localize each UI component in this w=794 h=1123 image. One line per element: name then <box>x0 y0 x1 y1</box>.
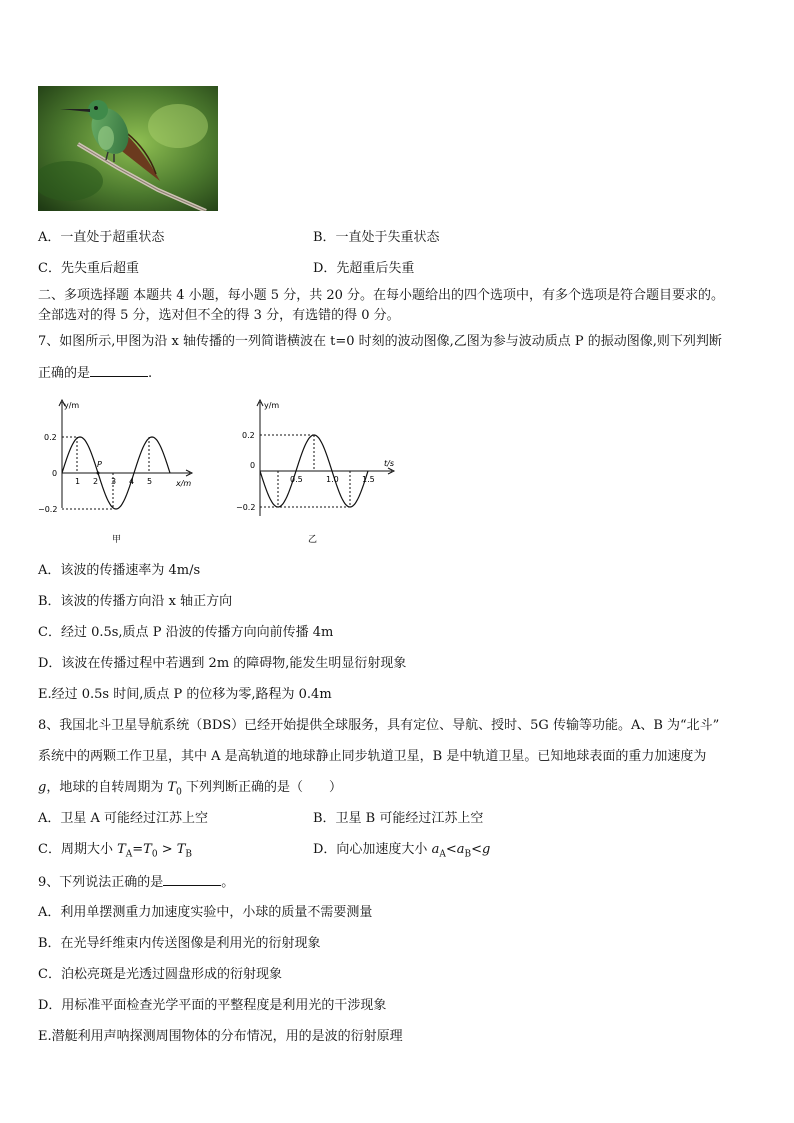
yi-ytick-1: 0 <box>250 461 256 470</box>
section2-heading-line2: 全部选对的得 5 分，选对但不全的得 3 分，有选错的得 0 分。 <box>38 308 400 323</box>
yi-y-axis-label: y/m <box>264 401 280 410</box>
q9-stem-end: 。 <box>221 875 235 890</box>
jia-caption: 甲 <box>112 535 122 545</box>
q8-stem-line1: 8、我国北斗卫星导航系统（BDS）已经开始提供全球服务，具有定位、导航、授时、5G 传输等功能。A、B 为“北斗” <box>38 718 720 733</box>
q7-answer-blank <box>90 366 148 377</box>
jia-ytick-2: −0.2 <box>38 505 58 514</box>
q9-option-a: A．利用单摆测重力加速度实验中，小球的质量不需要测量 <box>38 905 373 920</box>
q7-option-d: D．该波在传播过程中若遇到 2m 的障碍物,能发生明显衍射现象 <box>38 656 407 671</box>
q8-stem3-text-a: ，地球的自转周期为 <box>46 780 168 795</box>
q9-option-e: E.潜艇利用声呐探测周围物体的分布情况，用的是波的衍射原理 <box>38 1029 403 1044</box>
jia-x-axis-label: x/m <box>176 479 192 488</box>
q8-g-symbol: g <box>38 780 47 795</box>
yi-ytick-0: 0.2 <box>242 431 255 440</box>
q6-option-d: D．先超重后失重 <box>313 261 415 276</box>
q6-option-c: C．先失重后超重 <box>38 261 139 276</box>
q8-option-c: C．周期大小 $T_A=T_0 > T_B$ <box>38 842 193 860</box>
q6-option-b: B．一直处于失重状态 <box>313 230 440 245</box>
q8-option-a: A．卫星 A 可能经过江苏上空 <box>38 811 209 826</box>
yi-ytick-2: −0.2 <box>236 503 256 512</box>
q8-option-c-text: C．周期大小 <box>38 842 118 857</box>
yi-xtick-0: 0.5 <box>290 475 303 484</box>
q7-stem-line1: 7、如图所示,甲图为沿 x 轴传播的一列简谐横波在 t=0 时刻的波动图像,乙图为参与波动质点 P 的振动图像,则下列判断 <box>38 334 722 349</box>
q7-option-b: B．该波的传播方向沿 x 轴正方向 <box>38 594 233 609</box>
section2-heading-line1: 二、多项选择题 本题共 4 小题，每小题 5 分，共 20 分。在每小题给出的四个选项中，有多个选项是符合题目要求的。 <box>38 288 725 303</box>
q7-stem-text: 正确的是 <box>38 366 91 381</box>
q7-option-e: E.经过 0.5s 时间,质点 P 的位移为零,路程为 0.4m <box>38 687 332 702</box>
q7-stem-end: . <box>148 366 153 381</box>
yi-xtick-2: 1.5 <box>362 475 375 484</box>
vibration-graph-yi <box>232 396 407 546</box>
q9-option-c: C．泊松亮斑是光透过圆盘形成的衍射现象 <box>38 967 282 982</box>
q8-option-d: D．向心加速度大小 $a_A<a_B<g$ <box>313 842 491 860</box>
jia-xtick-3: 4 <box>129 477 135 486</box>
point-p <box>97 472 100 475</box>
q7-option-a: A．该波的传播速率为 4m/s <box>38 563 201 578</box>
q8-stem3-text-b: 下列判断正确的是（ ） <box>181 780 343 795</box>
jia-ytick-1: 0 <box>52 469 58 478</box>
yi-xtick-1: 1.0 <box>326 475 339 484</box>
jia-xtick-1: 2 <box>93 477 99 486</box>
jia-ytick-0: 0.2 <box>44 433 57 442</box>
q8-option-d-text: D．向心加速度大小 <box>313 842 432 857</box>
jia-y-axis-label: y/m <box>64 401 80 410</box>
yi-caption: 乙 <box>308 535 318 545</box>
q6-option-a: A．一直处于超重状态 <box>38 230 165 245</box>
q8-t-symbol: T <box>167 780 177 795</box>
hummingbird-photo <box>38 86 218 211</box>
wave-graph-jia <box>38 396 203 546</box>
q7-option-c: C．经过 0.5s,质点 P 沿波的传播方向向前传播 4m <box>38 625 334 640</box>
yi-x-axis-label: t/s <box>384 459 394 468</box>
q8-t-subscript: 0 <box>176 787 182 798</box>
q9-answer-blank <box>163 875 221 886</box>
q9-option-d: D．用标准平面检查光学平面的平整程度是利用光的干涉现象 <box>38 998 387 1013</box>
q8-stem-line2: 系统中的两颗工作卫星，其中 A 是高轨道的地球静止同步轨道卫星，B 是中轨道卫星。已知地球表面的重力加速度为 <box>38 749 707 764</box>
jia-xtick-0: 1 <box>75 477 81 486</box>
point-p-label: P <box>97 460 102 469</box>
q9-stem <box>38 875 234 889</box>
q9-option-b: B．在光导纤维束内传送图像是利用光的衍射现象 <box>38 936 321 951</box>
q8-stem-line3 <box>38 781 342 798</box>
q8-option-b: B．卫星 B 可能经过江苏上空 <box>313 811 484 826</box>
jia-xtick-4: 5 <box>147 477 153 486</box>
jia-xtick-2: 3 <box>111 477 117 486</box>
q9-stem-text: 9、下列说法正确的是 <box>38 875 164 890</box>
q7-stem-line2 <box>38 366 152 380</box>
